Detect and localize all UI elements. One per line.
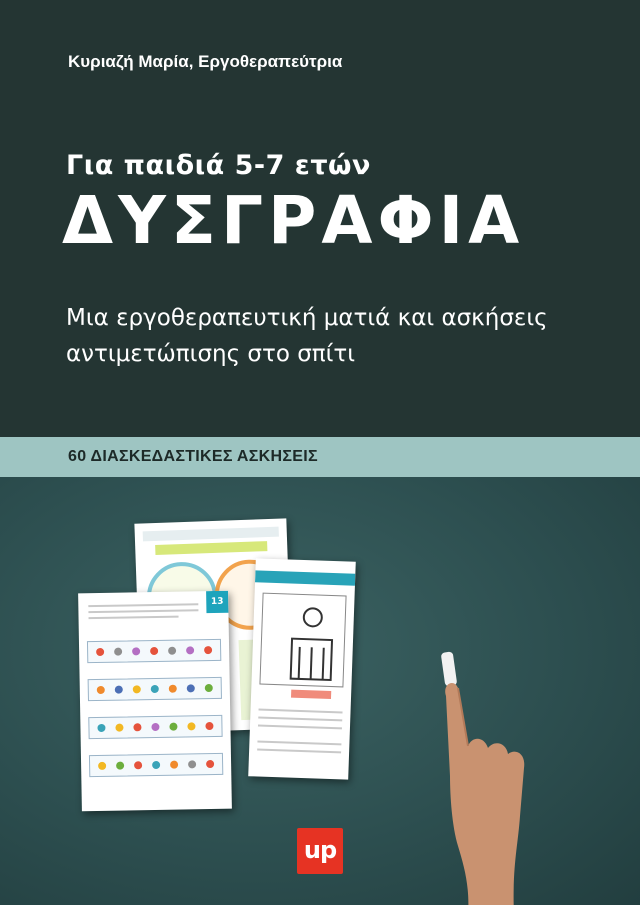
pattern-row <box>88 677 222 701</box>
shape-dot <box>97 686 105 694</box>
shape-dot <box>97 724 105 732</box>
shape-dot <box>187 684 195 692</box>
shape-dot <box>152 761 160 769</box>
worksheet-right-tag <box>291 690 331 699</box>
author-line: Κυριαζή Μαρία, Εργοθεραπεύτρια <box>68 52 343 71</box>
text-line <box>258 717 342 722</box>
publisher-logo: up <box>297 828 343 874</box>
text-line <box>88 603 198 607</box>
shape-dot <box>133 723 141 731</box>
worksheet-right-picture <box>259 593 346 688</box>
shape-dot <box>134 761 142 769</box>
shape-dot <box>98 762 106 770</box>
shape-dot <box>168 647 176 655</box>
age-range: Για παιδιά 5-7 ετών <box>66 150 371 181</box>
shape-dot <box>151 723 159 731</box>
shape-dot <box>132 647 140 655</box>
pattern-row <box>88 715 222 739</box>
pattern-row <box>87 639 221 663</box>
shape-dot <box>187 722 195 730</box>
text-line <box>257 740 341 745</box>
text-line <box>89 616 179 620</box>
shape-dot <box>188 760 196 768</box>
exercises-label: 60 ΔΙΑΣΚΕΔΑΣΤΙΚΕΣ ΑΣΚΗΣΕΙΣ <box>68 448 318 465</box>
shape-dot <box>151 685 159 693</box>
shape-dot <box>96 648 104 656</box>
worksheet-right <box>248 558 356 779</box>
shape-dot <box>133 685 141 693</box>
shape-dot <box>169 685 177 693</box>
book-title: ΔΥΣΓΡΑΦΙΑ <box>62 182 525 259</box>
shape-dot <box>170 761 178 769</box>
cover-header <box>0 0 640 437</box>
text-line <box>258 724 342 729</box>
text-line <box>257 748 341 753</box>
shape-dot <box>169 723 177 731</box>
shape-dot <box>115 686 123 694</box>
pattern-row <box>89 753 223 777</box>
worksheet-front <box>78 591 232 812</box>
hand-icon <box>428 676 538 905</box>
worksheet-header <box>143 527 279 542</box>
shape-dot <box>206 760 214 768</box>
shape-dot <box>150 647 158 655</box>
worksheet-right-header <box>255 570 355 585</box>
shape-dot <box>186 646 194 654</box>
shape-dot <box>205 722 213 730</box>
book-subtitle: Μια εργοθεραπευτική ματιά και ασκήσεις αντιμετώπισης στο σπίτι <box>66 305 548 367</box>
worksheet-banner <box>155 541 267 555</box>
text-line <box>88 609 198 613</box>
shape-dot <box>205 684 213 692</box>
shape-dot <box>114 648 122 656</box>
shape-dot <box>204 646 212 654</box>
shape-dot <box>116 762 124 770</box>
exercises-band <box>0 437 640 477</box>
podium-icon <box>261 594 346 685</box>
text-line <box>259 709 343 714</box>
shape-dot <box>115 724 123 732</box>
page-number-badge: 13 <box>206 591 228 613</box>
